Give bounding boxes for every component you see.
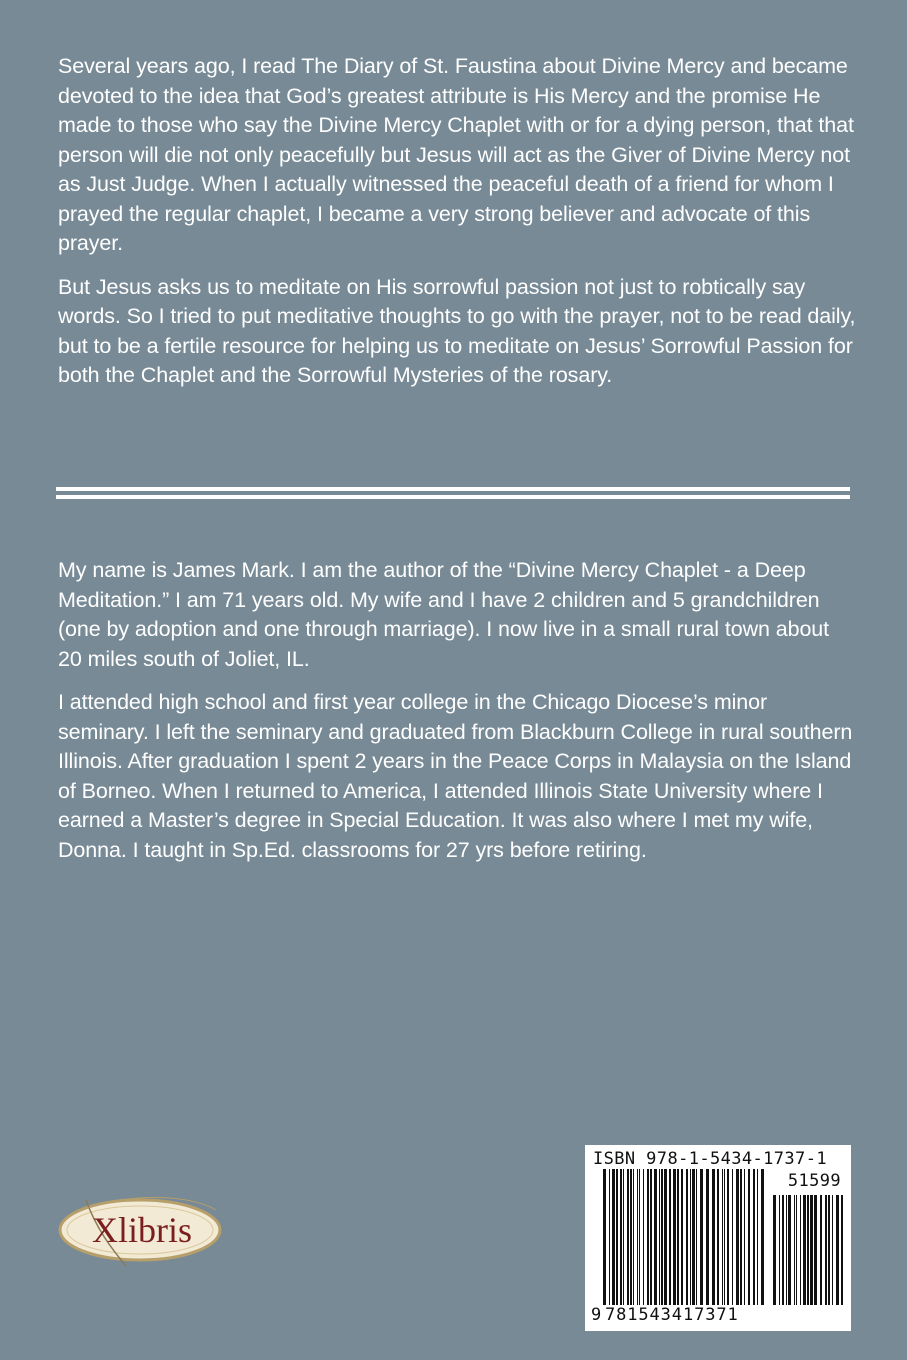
barcode-bar [623,1169,624,1305]
barcode-bar [612,1169,615,1305]
isbn-barcode [585,1145,851,1331]
barcode-bar [825,1195,827,1305]
barcode-bar [736,1169,739,1305]
barcode-bar [814,1195,817,1305]
double-rule-divider [56,487,850,500]
barcode-bar [832,1195,833,1305]
barcode-bar [724,1169,725,1305]
barcode-bar [650,1169,652,1305]
book-description [58,52,858,405]
barcode-bar [712,1169,715,1305]
barcode-bar [700,1169,703,1305]
author-paragraph-2: I attended high school and first year college in the Chicago Diocese’s minor seminary. I left the seminary and graduated from Blackburn College in rural southern Illinois. After graduation I spent 2 years in the Peace Corps in Malaysia on the Island of Borneo. When I returned to America, I attended Illinois State University where I earned a Master’s degree in Special Education. It was also where I met my wife, Donna. I taught in Sp.Ed. classrooms for 27 yrs before retiring. [58,690,853,862]
barcode-bar [630,1169,632,1305]
barcode-bar [796,1195,797,1305]
barcode-bar [669,1169,671,1305]
barcode-bar [779,1195,780,1305]
barcode-bar [661,1169,663,1305]
barcode-bar [773,1195,776,1305]
barcode-bars [585,1145,851,1331]
barcode-bar [681,1169,683,1305]
divider-line-bottom [56,495,850,499]
barcode-bar [627,1169,629,1305]
xlibris-logo-graphic [56,1188,226,1270]
barcode-bar [748,1169,750,1305]
barcode-lead-digit: 9 [591,1305,602,1325]
barcode-bar [794,1195,795,1305]
barcode-bar [686,1169,688,1305]
barcode-bar [673,1169,676,1305]
author-bio [58,556,858,879]
description-paragraph-1: Several years ago, I read The Diary of St. Faustina about Divine Mercy and became devoted to the idea that God’s greatest attribute is His Mercy and the promise He made to those who say the Divine Mercy Chaplet with or for a dying person, that that person will die not only peacefully but Jesus will act as the Giver of Divine Mercy not as Just Judge. When I actually witnessed the peaceful death of a friend for whom I prayed the regular chaplet, I became a very strong believer and advocate of this prayer. [58,54,854,255]
barcode-bar [637,1169,638,1305]
barcode-bar [841,1195,843,1305]
barcode-bar [800,1195,801,1305]
barcode-bar [782,1195,784,1305]
barcode-bar [803,1195,806,1305]
barcode-bar [609,1169,610,1305]
barcode-bar [836,1195,839,1305]
divider-line-top [56,487,850,491]
barcode-bar [788,1195,791,1305]
barcode-bar [690,1169,691,1305]
barcode-bar [761,1169,764,1305]
barcode-bar [722,1169,723,1305]
barcode-bar [659,1169,660,1305]
barcode-bar [757,1169,758,1305]
barcode-bar [744,1169,745,1305]
barcode-bar [706,1169,709,1305]
barcode-bar [696,1169,697,1305]
barcode-bar [753,1169,755,1305]
barcode-bar [643,1169,644,1305]
barcode-bar [654,1169,657,1305]
barcode-bar [786,1195,787,1305]
barcode-bar [717,1169,719,1305]
barcode-digits: 781543417371 [605,1305,739,1325]
description-paragraph-2: But Jesus asks us to meditate on His sorrowful passion not just to robtically say words. So I tried to put meditative thoughts to go with the prayer, not to be read daily, but to be a fertile resource for helping us to meditate on Jesus’ Sorrowful Passion for both the Chaplet and the Sorrowful Mysteries of the rosary. [58,274,856,387]
logo-text: Xlibris [91,1210,193,1250]
barcode-bar [620,1169,622,1305]
barcode-bar [616,1169,618,1305]
barcode-bar [603,1169,606,1305]
barcode-bar [810,1195,813,1305]
barcode-bar [732,1169,733,1305]
barcode-bar [647,1169,649,1305]
barcode-bar [664,1169,667,1305]
barcode-bar [639,1169,640,1305]
barcode-bar [828,1195,830,1305]
barcode-bar [820,1195,822,1305]
barcode-bar [633,1169,634,1305]
barcode-bar [807,1195,809,1305]
barcode-bar [692,1169,695,1305]
author-paragraph-1: My name is James Mark. I am the author of the “Divine Mercy Chaplet - a Deep Meditation.” I am 71 years old. My wife and I have 2 children and 5 grandchildren (one by adoption and one through marriage). I now live in a small rural town about 20 miles south of Joliet, IL. [58,558,830,671]
xlibris-logo [56,1188,226,1270]
isbn-label: ISBN 978-1-5434-1737-1 [593,1149,827,1169]
barcode-bar [677,1169,679,1305]
barcode-bar [727,1169,729,1305]
price-code: 51599 [787,1171,841,1191]
barcode-bar [740,1169,742,1305]
